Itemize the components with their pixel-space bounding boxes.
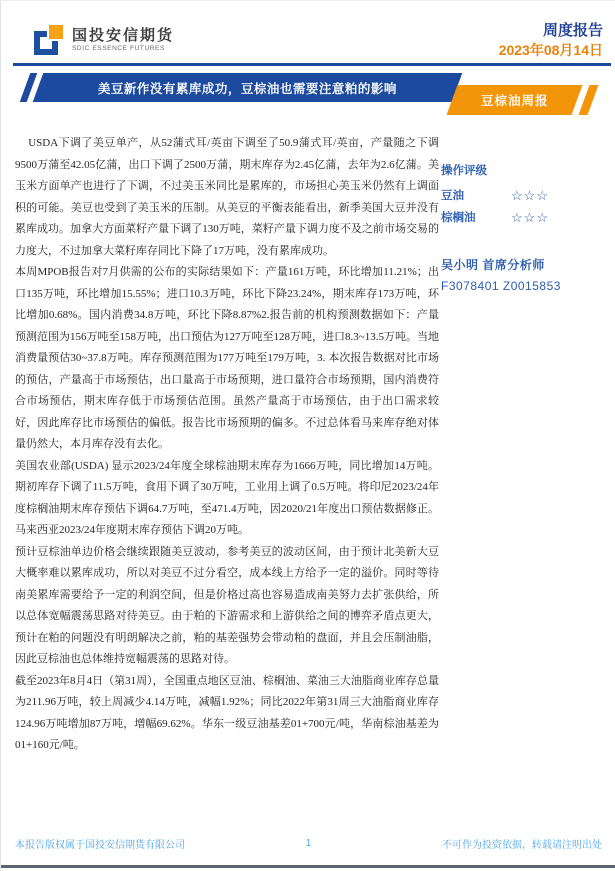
paragraph: 本周MPOB报告对7月供需的公布的实际结果如下：产量161万吨，环比增加11.21%；出口135万吨，环比增加15.55%；进口10.3万吨，环比下降23.24%，期末库存173万吨，环比增加0.68%。国内消费34.8万吨，环比下降8.87%2.报告前的机构预测数据如下：产量预测范围为156万吨至158万吨，出口预估为127万吨至128万吨，进口8.3~13.5万吨。当地消费量预估30~37.8万吨。库存预测范围为177万吨至179万吨，3. 本次报告数据对比市场的预估，产量高于市场预估，出口量高于市场预期，进口量符合市场预期，国内消费符合市场预估，期末库存低于市场预估范围。虽然产量高于市场预估，由于出口需求较好，因此库存比市场预估的偏低。报告比市场预期的偏多。不过总体看马来库存绝对体量仍然大，本月库存没有去化。 [15,266,439,450]
company-logo [34,23,174,57]
header-divider [13,63,611,66]
report-tag-banner [447,85,583,115]
report-body [15,133,439,757]
title-banner [33,73,463,102]
disclaimer-notice: 不可作为投资依据，转载请注明出处 [442,839,602,851]
rating-row-soybean-oil [441,185,549,207]
rating-name: 豆油 [441,190,464,202]
paragraph: USDA下调了美豆单产，从52蒲式耳/英亩下调至了50.9蒲式耳/英亩，产量随之下调9500万蒲至42.05亿蒲，出口下调了2500万蒲，期末库存为2.45亿蒲，去年为2.6亿蒲。美玉米方面单产也进行了下调，不过美玉米同比是累库的，市场担心美玉米仍然有上调面积的可能。美豆也受到了美玉米的压制。从美豆的平衡表能看出，新季美国大豆并没有累库成功。加拿大方面菜籽产量下调了130万吨，菜籽产量下调力度不及之前市场交易的力度大，不过加拿大菜籽库存同比下降了17万吨，没有累库成功。 [15,137,439,257]
copyright-notice: 本报告版权属于国投安信期货有限公司 [15,839,185,851]
star-rating-icon: ☆☆☆ [511,210,549,225]
report-date: 2023年08月14日 [498,42,603,58]
rating-heading: 操作评级 [441,165,487,177]
rating-name: 棕榈油 [441,212,476,224]
paragraph: 截至2023年8月4日（第31周），全国重点地区豆油、棕榈油、菜油三大油脂商业库存总量为211.96万吨，较上周减少4.14万吨，减幅1.92%；同比2022年第31周三大油脂商业库存124.96万吨增加87万吨，增幅69.62%。华东一级豆油基差01+700元/吨，华南棕油基差为01+160元/吨。 [15,674,439,751]
page-footer [15,835,602,851]
company-name-cn: 国投安信期货 [72,27,175,44]
logo-orange-square-icon [47,23,65,41]
rating-row-palm-oil [441,207,549,229]
analyst-block [441,255,606,297]
paragraph: 美国农业部(USDA) 显示2023/24年度全球棕油期末库存为1666万吨，同比增加14万吨。期初库存下调了11.5万吨，食用下调了30万吨，工业用上调了0.5万吨。将印尼2023/24年度棕榈油期末库存预估下调64.7万吨，至471.4万吨，因2020/21年度出口预估数据修正。马来西亚2023/24年度期末库存预估下调20万吨。 [15,459,439,536]
report-tag-accent [579,85,599,115]
company-logo-icon [34,23,66,57]
company-name-en: SDIC ESSENCE FUTURES [72,45,165,52]
page-number: 1 [305,837,312,849]
rating-sidebar [441,161,606,297]
report-tag: 豆棕油周报 [480,94,549,108]
paragraph: 预计豆棕油单边价格会继续跟随美豆波动，参考美豆的波动区间，由于预计北美新大豆大概率难以累库成功，所以对美豆不过分看空，成本线上方给予一定的溢价。同时等待南美累库需要给予一定的利润空间，但是价格过高也容易造成南美努力去扩张供给，所以总体宽幅震荡思路对待美豆。由于粕的下游需求和上游供给之间的博弈矛盾点更大，预计在粕的问题没有明朗解决之前，粕的基差强势会带动粕的盘面，并且会压制油脂，因此豆棕油也总体维持宽幅震荡的思路对待。 [15,545,439,665]
star-rating-icon: ☆☆☆ [511,188,549,203]
report-title: 美豆新作没有累库成功，豆棕油也需要注意粕的影响 [97,81,397,96]
report-type-label: 周度报告 [542,22,603,39]
analyst-name-title: 吴小明 首席分析师 [441,258,545,272]
analyst-license-codes: F3078401 Z0015853 [441,279,561,293]
bottom-border-bar [1,865,615,868]
